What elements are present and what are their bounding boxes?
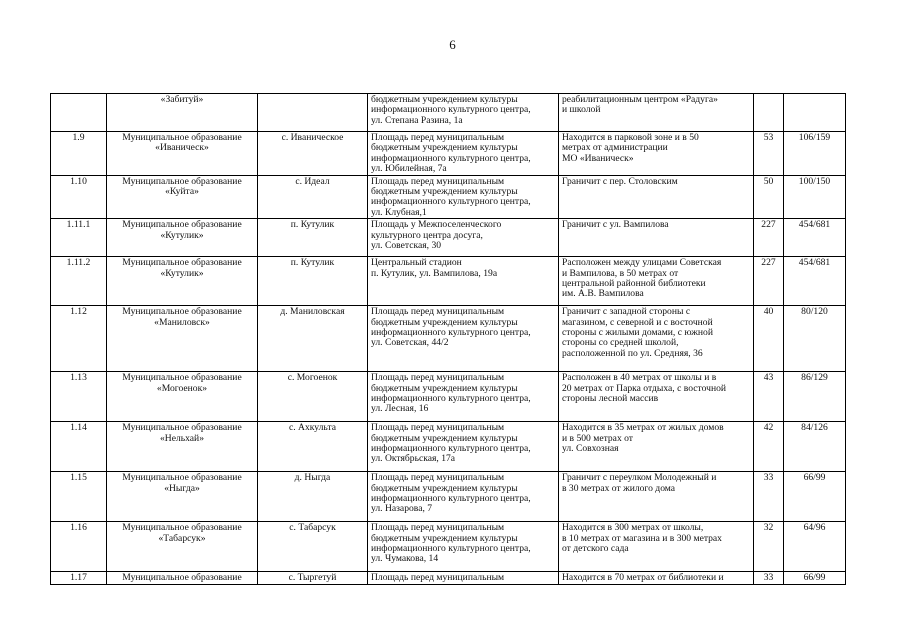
description-cell [559,219,754,257]
settlement-cell: с. Иваническое [258,132,368,176]
description-cell-line: в 30 метрах от жилого дома [562,482,676,494]
description-cell [559,422,754,472]
description-cell-line: реабилитационным центром «Радуга» [562,94,718,105]
location-cell [368,472,559,522]
row-number: 1.9 [51,132,107,176]
area-cell: 33 [754,572,784,584]
table-row [51,306,846,372]
municipality-cell [107,306,258,372]
location-cell-line: информационного культурного центра, [371,393,531,405]
description-cell [559,175,754,219]
description-cell-line: им. А.В. Вампилова [562,288,644,300]
description-cell-line: центральной районной библиотеки [562,278,706,290]
location-cell-line: Площадь перед муниципальным [371,175,505,187]
municipality-cell [107,175,258,219]
location-cell-line: бюджетным учреждением культуры [371,532,518,544]
location-cell-line: бюджетным учреждением культуры [371,316,518,328]
municipality-cell-line: «Куйта» [165,186,199,198]
location-cell [368,94,559,132]
description-cell [559,94,754,132]
row-number: 1.16 [51,522,107,572]
settlement-cell: с. Табарсук [258,522,368,572]
capacity-cell: 100/150 [784,175,846,219]
location-cell-line: бюджетным учреждением культуры [371,482,518,494]
description-cell-line: Граничит с пер. Столовским [562,175,678,187]
location-cell-line: информационного культурного центра, [371,443,531,455]
description-cell-line: стороны со средней школой, [562,337,679,349]
municipality-cell [107,572,258,584]
description-cell-line: МО «Иваническ» [562,152,634,164]
location-cell-line: информационного культурного центра, [371,493,531,505]
municipality-cell [107,132,258,176]
location-cell [368,306,559,372]
table-row [51,372,846,422]
row-number: 1.15 [51,472,107,522]
location-cell-line: информационного культурного центра, [371,196,531,208]
area-cell: 42 [754,422,784,472]
area-cell: 227 [754,219,784,257]
capacity-cell: 66/99 [784,572,846,584]
location-cell-line: бюджетным учреждением культуры [371,94,518,105]
municipality-cell-line: Муниципальное образование [122,522,242,534]
description-cell-line: расположенной по ул. Средняя, 36 [562,347,703,359]
description-cell [559,372,754,422]
description-cell [559,132,754,176]
location-cell-line: ул. Клубная,1 [371,206,427,218]
location-cell-line: Площадь перед муниципальным [371,132,505,143]
settlement-cell: с. Идеал [258,175,368,219]
location-cell-line: Площадь у Межпоселенческого [371,219,502,231]
settlement-cell: с. Тыргетуй [258,572,368,584]
capacity-cell: 64/96 [784,522,846,572]
municipality-cell-line: Муниципальное образование [122,306,242,318]
row-number: 1.12 [51,306,107,372]
description-cell-line: Находится в 35 метрах от жилых домов [562,422,724,434]
municipality-cell-line: Муниципальное образование [122,175,242,187]
settlement-cell: с. Ахкульта [258,422,368,472]
settlement-cell: д. Ныгда [258,472,368,522]
capacity-cell: 86/129 [784,372,846,422]
capacity-cell: 106/159 [784,132,846,176]
capacity-cell: 454/681 [784,257,846,306]
description-cell [559,306,754,372]
municipality-cell [107,219,258,257]
description-cell [559,522,754,572]
location-cell-line: Центральный стадион [371,257,462,269]
area-cell: 43 [754,372,784,422]
description-cell-line: магазином, с северной и с восточной [562,316,713,328]
description-cell-line: Расположен в 40 метрах от школы и в [562,372,717,384]
description-cell-line: стороны с жилыми домами, с южной [562,327,713,339]
location-cell [368,522,559,572]
description-cell-line: Расположен между улицами Советская [562,257,722,269]
sites-table-body [51,94,846,585]
location-cell-line: информационного культурного центра, [371,152,531,164]
table-row [51,132,846,176]
description-cell-line: стороны лесной массив [562,393,659,405]
location-cell-line: ул. Советская, 44/2 [371,337,449,349]
area-cell: 53 [754,132,784,176]
description-cell-line: ул. Совхозная [562,443,619,455]
location-cell-line: Площадь перед муниципальным [371,522,505,534]
description-cell [559,572,754,584]
description-cell-line: 20 метрах от Парка отдыха, с восточной [562,382,727,394]
description-cell-line: Находится в парковой зоне и в 50 [562,132,699,143]
table-row [51,257,846,306]
description-cell-line: в 10 метрах от магазина и в 300 метрах [562,532,722,544]
municipality-cell-line: «Забитуй» [160,94,204,105]
location-cell-line: ул. Юбилейная, 7а [371,163,447,175]
municipality-cell-line: Муниципальное образование [122,132,242,143]
municipality-cell [107,94,258,132]
table-row [51,94,846,132]
row-number: 1.17 [51,572,107,584]
table-row [51,572,846,584]
row-number: 1.11.1 [51,219,107,257]
location-cell-line: информационного культурного центра, [371,327,531,339]
municipality-cell [107,472,258,522]
description-cell-line: и школой [562,104,601,116]
municipality-cell-line: «Маниловск» [154,316,210,328]
description-cell [559,472,754,522]
area-cell: 32 [754,522,784,572]
location-cell [368,219,559,257]
description-cell-line: метрах от администрации [562,142,668,154]
location-cell-line: бюджетным учреждением культуры [371,432,518,444]
municipality-cell [107,372,258,422]
location-cell-line: культурного центра досуга, [371,229,483,241]
municipality-cell-line: «Табарсук» [158,532,206,544]
municipality-cell [107,422,258,472]
location-cell-line: ул. Лесная, 16 [371,403,429,415]
table-row [51,522,846,572]
location-cell [368,422,559,472]
location-cell-line: бюджетным учреждением культуры [371,142,518,154]
municipality-cell-line: «Кутулик» [160,229,204,241]
location-cell-line: ул. Советская, 30 [371,240,442,252]
row-number: 1.11.2 [51,257,107,306]
municipality-cell-line: Муниципальное образование [122,372,242,384]
area-cell: 227 [754,257,784,306]
description-cell [559,257,754,306]
location-cell-line: бюджетным учреждением культуры [371,186,518,198]
capacity-cell [784,94,846,132]
row-number [51,94,107,132]
location-cell-line: Площадь перед муниципальным [371,306,505,318]
municipality-cell-line: Муниципальное образование [122,219,242,231]
area-cell [754,94,784,132]
settlement-cell: п. Кутулик [258,257,368,306]
municipality-cell-line: Муниципальное образование [122,472,242,484]
settlement-cell: с. Могоенок [258,372,368,422]
municipality-cell-line: «Кутулик» [160,267,204,279]
sites-table [50,93,846,585]
capacity-cell: 80/120 [784,306,846,372]
capacity-cell: 454/681 [784,219,846,257]
location-cell-line: ул. Степана Разина, 1а [371,114,463,126]
settlement-cell: п. Кутулик [258,219,368,257]
municipality-cell-line: Муниципальное образование [122,257,242,269]
municipality-cell-line: Муниципальное образование [122,422,242,434]
location-cell-line: п. Кутулик, ул. Вампилова, 19а [371,267,498,279]
description-cell-line: Находится в 300 метрах от школы, [562,522,704,534]
description-cell-line: и в 500 метрах от [562,432,634,444]
description-cell-line: Граничит с западной стороны с [562,306,691,318]
location-cell-line: ул. Чумакова, 14 [371,553,439,565]
location-cell-line: информационного культурного центра, [371,543,531,555]
description-cell-line: Граничит с ул. Вампилова [562,219,669,231]
page-number: 6 [449,37,456,52]
location-cell-line: Площадь перед муниципальным [371,472,505,484]
table-row [51,472,846,522]
municipality-cell-line: «Ныгда» [164,482,200,494]
description-cell-line: Граничит с переулком Молодежный и [562,472,717,484]
location-cell [368,572,559,584]
location-cell [368,132,559,176]
location-cell-line: ул. Назарова, 7 [371,503,433,515]
settlement-cell: д. Маниловская [258,306,368,372]
municipality-cell-line: «Могоенок» [156,382,208,394]
row-number: 1.13 [51,372,107,422]
row-number: 1.10 [51,175,107,219]
location-cell-line: информационного культурного центра, [371,104,531,116]
capacity-cell: 84/126 [784,422,846,472]
location-cell [368,257,559,306]
capacity-cell: 66/99 [784,472,846,522]
location-cell-line: Площадь перед муниципальным [371,422,505,434]
location-cell-line: бюджетным учреждением культуры [371,382,518,394]
description-cell-line: и Вампилова, в 50 метрах от [562,267,679,279]
area-cell: 33 [754,472,784,522]
location-cell-line: ул. Октябрьская, 17а [371,453,456,465]
location-cell-line: Площадь перед муниципальным [371,372,505,384]
location-cell-line: Площадь перед муниципальным [371,572,505,584]
municipality-cell-line: Муниципальное образование [122,572,242,584]
municipality-cell [107,257,258,306]
location-cell [368,372,559,422]
location-cell [368,175,559,219]
description-cell-line: от детского сада [562,543,629,555]
table-row [51,219,846,257]
settlement-cell [258,94,368,132]
municipality-cell [107,522,258,572]
municipality-cell-line: «Нельхай» [159,432,204,444]
description-cell-line: Находится в 70 метрах от библиотеки и [562,572,724,584]
area-cell: 50 [754,175,784,219]
area-cell: 40 [754,306,784,372]
municipality-cell-line: «Иваническ» [155,142,209,154]
table-row [51,422,846,472]
table-row [51,175,846,219]
row-number: 1.14 [51,422,107,472]
